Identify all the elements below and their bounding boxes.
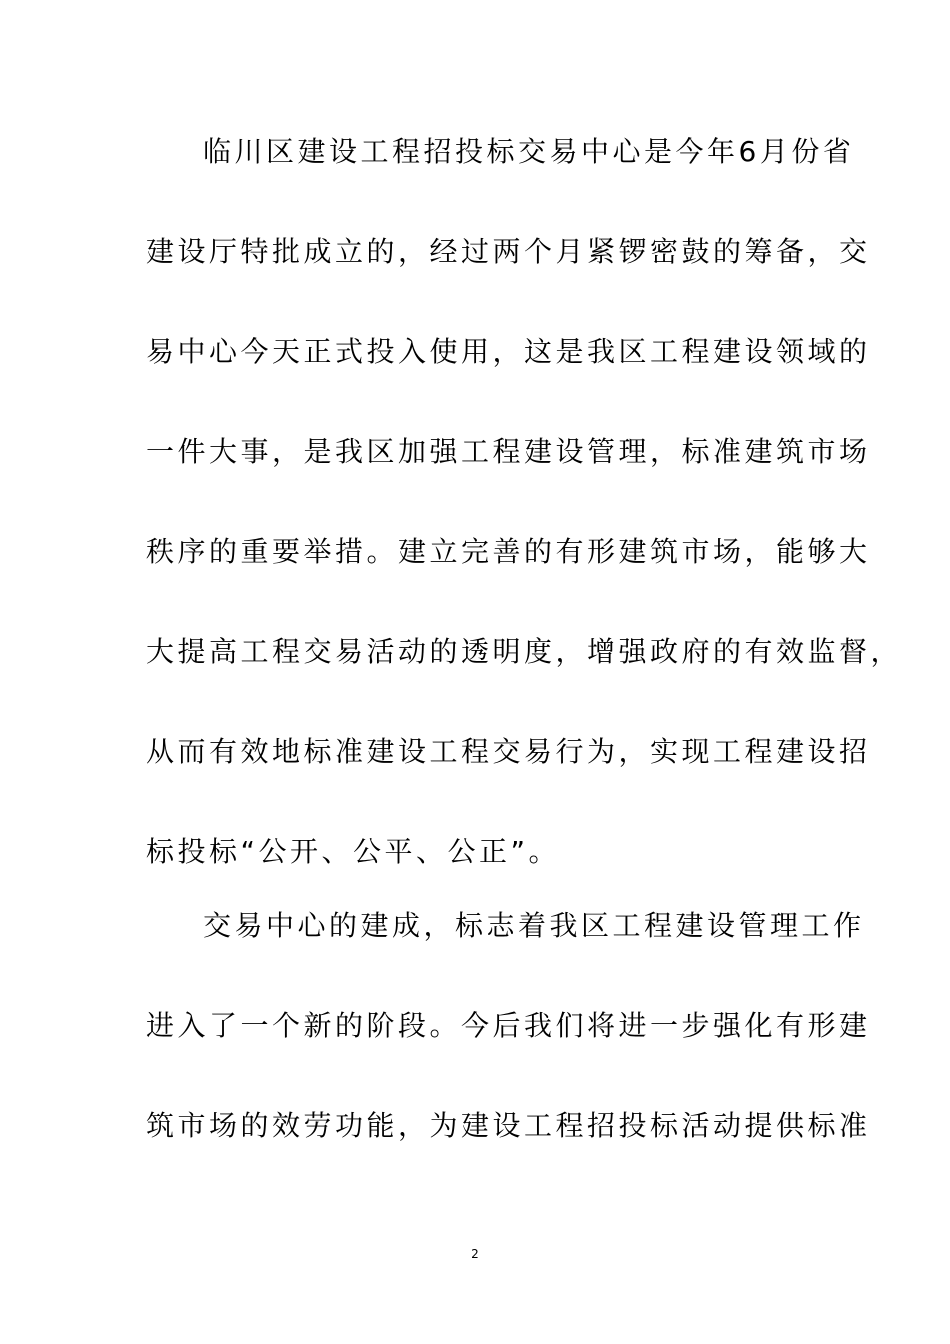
- page-number: 2: [471, 1247, 479, 1261]
- paragraph-line: 交易中心的建成，标志着我区工程建设管理工作: [203, 909, 865, 942]
- paragraph-line: 一件大事，是我区加强工程建设管理，标准建筑市场: [146, 435, 871, 468]
- paragraph-line: 大提高工程交易活动的透明度，增强政府的有效监督，: [146, 635, 903, 668]
- paragraph-line: 秩序的重要举措。建立完善的有形建筑市场，能够大: [146, 535, 871, 568]
- paragraph-line: 进入了一个新的阶段。今后我们将进一步强化有形建: [146, 1009, 871, 1042]
- paragraph-line: 标投标“公开、公平、公正”。: [146, 835, 561, 868]
- paragraph-line: 筑市场的效劳功能，为建设工程招投标活动提供标准: [146, 1109, 871, 1142]
- paragraph-line: 从而有效地标准建设工程交易行为，实现工程建设招: [146, 735, 871, 768]
- paragraph-line: 临川区建设工程招投标交易中心是今年6月份省: [203, 135, 855, 168]
- paragraph-line: 易中心今天正式投入使用，这是我区工程建设领域的: [146, 335, 871, 368]
- paragraph-line: 建设厅特批成立的，经过两个月紧锣密鼓的筹备，交: [146, 235, 871, 268]
